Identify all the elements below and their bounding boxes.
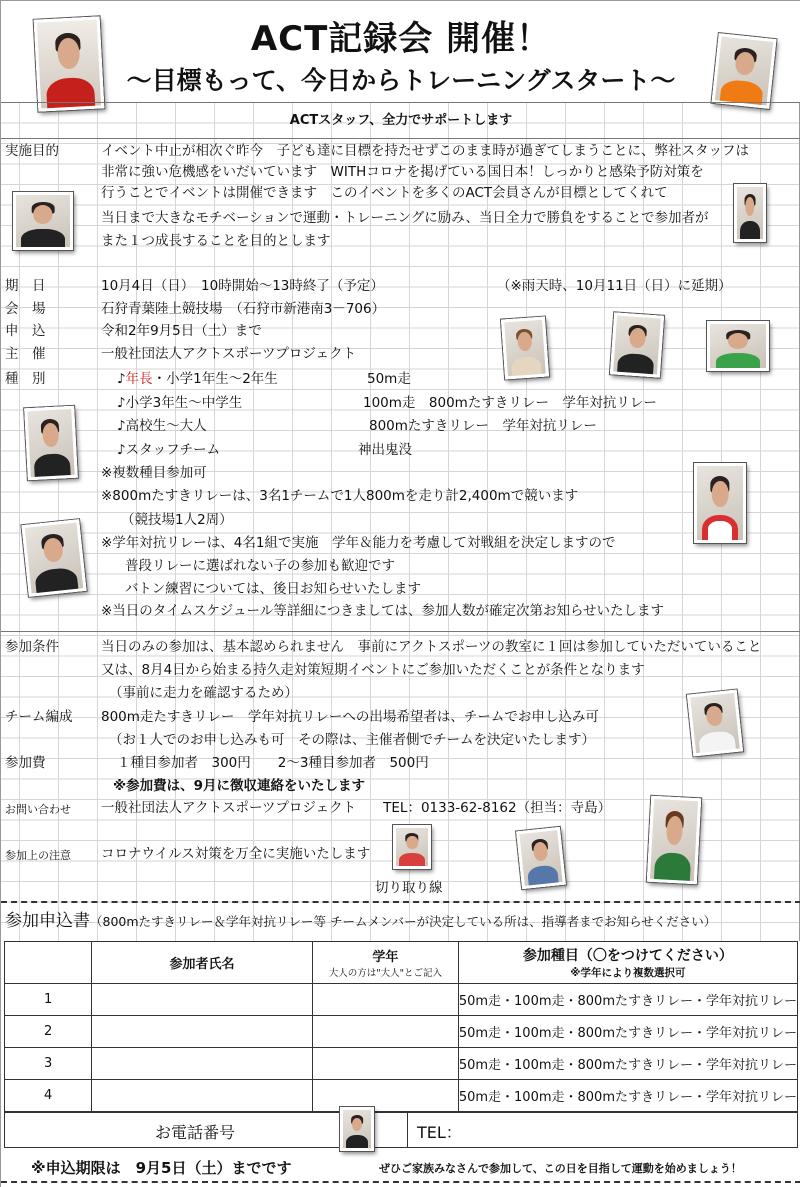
grade-input-cell[interactable] <box>312 1080 458 1112</box>
note-line: 普段リレーに選ばれない子の参加も歓迎です <box>125 558 395 574</box>
caution-label: 参加上の注意 <box>5 849 71 862</box>
conditions-line: （事前に走力を確認するため） <box>109 685 298 701</box>
form-header-grade: 学年 大人の方は"大人"とご記入 <box>312 942 458 984</box>
table-row: 3 50m走・100m走・800mたすきリレー・学年対抗リレー <box>5 1048 798 1080</box>
purpose-line: 当日まで大きなモチベーションで運動・トレーニングに励み、当日全力で勝負をすることで参加者が <box>101 210 709 226</box>
date-value: 10月4日（日） 10時開始～13時終了（予定） <box>101 278 384 294</box>
staff-photo <box>734 184 766 242</box>
category-events: 800mたすきリレー 学年対抗リレー <box>369 418 597 434</box>
staff-photo <box>516 827 566 889</box>
date-label: 期 日 <box>5 278 46 294</box>
phone-label: お電話番号 <box>155 1123 236 1142</box>
contact-line: 一般社団法人アクトスポーツプロジェクト TEL：0133-62-8162（担当：寺島） <box>101 800 612 816</box>
note-line: ※複数種目参加可 <box>101 465 207 481</box>
name-input-cell[interactable] <box>92 984 313 1016</box>
date-note: （※雨天時、10月11日（日）に延期） <box>497 278 732 294</box>
form-header-event: 参加種目（〇をつけてください） ※学年により複数選択可 <box>458 942 797 984</box>
grade-input-cell[interactable] <box>312 1048 458 1080</box>
staff-photo <box>712 33 777 109</box>
table-row: 4 50m走・100m走・800mたすきリレー・学年対抗リレー <box>5 1080 798 1112</box>
purpose-line: 行うことでイベントは開催できます このイベントを多くのACT会員さんが目標としてくれて <box>101 185 668 201</box>
form-title: 参加申込書（800mたすきリレー＆学年対抗リレー等 チームメンバーが決定している所は、指導者までお知らせください） <box>5 911 717 931</box>
grade-input-cell[interactable] <box>312 1016 458 1048</box>
staff-photo <box>610 312 664 377</box>
page-subtitle: ～目標もって、今日からトレーニングスタート～ <box>126 66 676 95</box>
cut-line-label: 切り取り線 <box>375 880 443 896</box>
caution-line: コロナウイルス対策を万全に実施いたします <box>101 846 371 862</box>
event-choice-cell[interactable]: 50m走・100m走・800mたすきリレー・学年対抗リレー <box>458 1080 797 1112</box>
team-label: チーム編成 <box>5 709 73 725</box>
cut-line <box>1 901 800 903</box>
tel-label: TEL： <box>417 1123 462 1142</box>
deadline-text: ※申込期限は 9月5日（土）までです <box>31 1159 292 1177</box>
apply-label: 申 込 <box>5 323 46 339</box>
closing-text: ぜひご家族みなさんで参加して、この日を目指して運動を始めましょう！ <box>379 1162 742 1175</box>
purpose-line: イベント中止が相次ぐ昨今 子ども達に目標を持たせずこのまま時が過ぎてしまうことに、弊社スタッフは <box>101 143 749 159</box>
fee-line: １種目参加者 300円 2～3種目参加者 500円 <box>117 755 429 771</box>
team-line: 800m走たすきリレー 学年対抗リレーへの出場希望者は、チームでお申し込み可 <box>101 709 599 725</box>
fee-note: ※参加費は、9月に徴収連絡をいたします <box>113 778 366 794</box>
staff-photo <box>694 463 746 543</box>
apply-value: 令和2年9月5日（土）まで <box>101 323 262 339</box>
note-line: バトン練習については、後日お知らせいたします <box>125 581 422 597</box>
host-value: 一般社団法人アクトスポーツプロジェクト <box>101 346 357 362</box>
event-choice-cell[interactable]: 50m走・100m走・800mたすきリレー・学年対抗リレー <box>458 1016 797 1048</box>
note-line: ※学年対抗リレーは、4名1組で実施 学年＆能力を考慮して対戦組を決定しますので <box>101 535 616 551</box>
name-input-cell[interactable] <box>92 1048 313 1080</box>
contact-label: お問い合わせ <box>5 803 71 816</box>
staff-photo <box>24 406 78 481</box>
team-line: （お１人でのお申し込みも可 その際は、主催者側でチームを決定いたします） <box>109 732 595 748</box>
staff-photo <box>340 1107 374 1151</box>
conditions-line: 又は、8月4日から始まる持久走対策短期イベントにご参加いただくことが条件となります <box>101 662 645 678</box>
staff-photo <box>13 192 73 250</box>
category-item: ♪年長・小学1年生～2年生 <box>117 371 278 387</box>
category-item: ♪スタッフチーム <box>117 442 221 458</box>
fee-label: 参加費 <box>5 755 46 771</box>
category-label: 種 別 <box>5 371 46 387</box>
staff-photo <box>501 317 549 380</box>
purpose-line: また１つ成長することを目的とします <box>101 233 331 249</box>
form-header-name: 参加者氏名 <box>92 942 313 984</box>
grade-input-cell[interactable] <box>312 984 458 1016</box>
staff-photo <box>707 321 769 371</box>
event-choice-cell[interactable]: 50m走・100m走・800mたすきリレー・学年対抗リレー <box>458 1048 797 1080</box>
event-choice-cell[interactable]: 50m走・100m走・800mたすきリレー・学年対抗リレー <box>458 984 797 1016</box>
conditions-label: 参加条件 <box>5 639 59 655</box>
staff-photo <box>393 825 431 869</box>
category-events: 神出鬼没 <box>358 442 412 458</box>
page-title: ACT記録会 開催！ <box>250 19 552 59</box>
name-input-cell[interactable] <box>92 1080 313 1112</box>
category-item: ♪高校生～大人 <box>117 418 207 434</box>
purpose-label: 実施目的 <box>5 143 59 159</box>
staff-photo <box>34 16 105 111</box>
category-events: 100m走 800mたすきリレー 学年対抗リレー <box>363 395 657 411</box>
application-form-table <box>4 941 798 1112</box>
category-item: ♪小学3年生～中学生 <box>117 395 243 411</box>
venue-value: 石狩青葉陸上競技場 （石狩市新港南3－706） <box>101 301 386 317</box>
phone-input[interactable] <box>441 1114 795 1146</box>
host-label: 主 催 <box>5 346 46 362</box>
note-line: （競技場1人2周） <box>121 512 233 528</box>
form-header-num <box>5 942 92 984</box>
staff-photo <box>21 519 86 597</box>
staff-photo <box>687 690 743 757</box>
staff-photo <box>647 796 701 884</box>
support-line: ACTスタッフ、全力でサポートします <box>289 113 513 128</box>
name-input-cell[interactable] <box>92 1016 313 1048</box>
venue-label: 会 場 <box>5 301 46 317</box>
note-line: ※800mたすきリレーは、3名1チームで1人800mを走り計2,400mで競います <box>101 488 579 504</box>
table-row: 2 50m走・100m走・800mたすきリレー・学年対抗リレー <box>5 1016 798 1048</box>
bottom-dash <box>1 1181 800 1183</box>
conditions-line: 当日のみの参加は、基本認められません 事前にアクトスポーツの教室に１回は参加していただいていること <box>101 639 762 655</box>
purpose-line: 非常に強い危機感をいだいています WITHコロナを掲げている国日本！しっかりと感染予防対策を <box>101 164 704 180</box>
table-row: 1 50m走・100m走・800mたすきリレー・学年対抗リレー <box>5 984 798 1016</box>
note-line: ※当日のタイムスケジュール等詳細につきましては、参加人数が確定次第お知らせいたします <box>101 603 665 619</box>
category-events: 50m走 <box>367 371 411 387</box>
phone-row <box>4 1112 798 1148</box>
